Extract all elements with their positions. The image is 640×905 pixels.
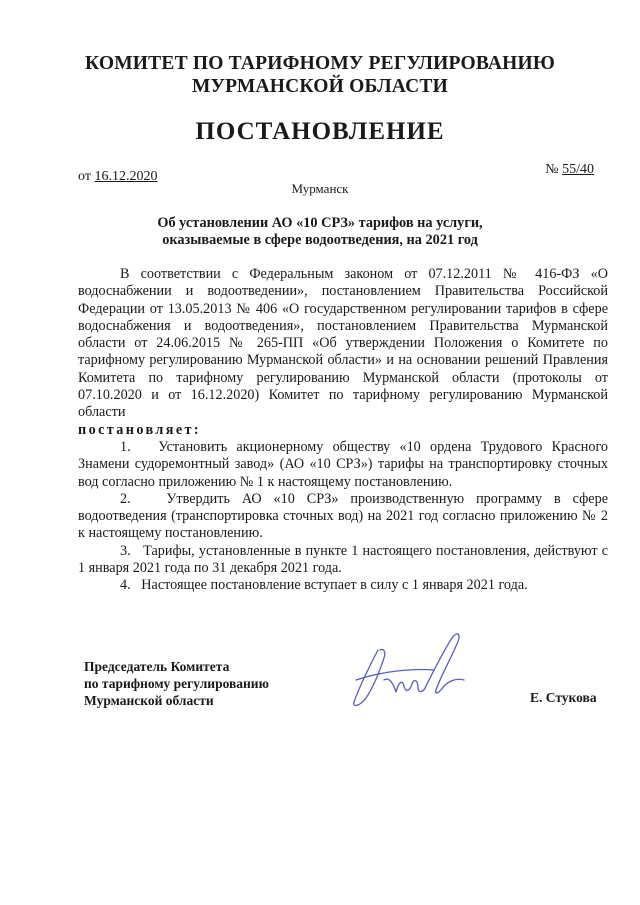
date-prefix: от: [78, 169, 91, 184]
signatory-position-line2: по тарифному регулированию: [84, 676, 269, 691]
document-subject: [120, 215, 520, 249]
resolution-item-2: 2. Утвердить АО «10 СРЗ» производственную программу в сфере водоотведения (транспортировка сточных вод) на 2021 год согласно приложению № 2 к настоящему постановлению.: [78, 490, 608, 542]
document-number: [545, 162, 594, 178]
resolution-item-4: 4. Настоящее постановление вступает в силу с 1 января 2021 года.: [120, 577, 528, 594]
signatory-position-line3: Мурманской области: [84, 693, 214, 708]
resolution-item-3: 3. Тарифы, установленные в пункте 1 настоящего постановления, действуют с 1 января 2021 года по 31 декабря 2021 года.: [78, 542, 608, 577]
signatory-position: [84, 658, 269, 709]
document-type-title: ПОСТАНОВЛЕНИЕ: [195, 118, 445, 145]
document-body: [78, 266, 608, 595]
signature-stroke-1: [354, 649, 385, 705]
signature-stroke-5: [444, 679, 464, 686]
number-value: 55/40: [562, 162, 594, 177]
organization-name-line1: КОМИТЕТ ПО ТАРИФНОМУ РЕГУЛИРОВАНИЮ: [84, 53, 556, 74]
signature-stroke-2: [384, 679, 426, 692]
signature-strokes: [354, 634, 464, 706]
date-value: 16.12.2020: [94, 169, 158, 184]
signatory-position-line1: Председатель Комитета: [84, 659, 230, 674]
subject-line1: Об установлении АО «10 СРЗ» тарифов на услуги,: [157, 215, 483, 231]
resolves-word: постановляет:: [78, 421, 202, 438]
signatory-name: Е. Стукова: [530, 690, 597, 705]
resolution-item-1: 1. Установить акционерному обществу «10 ордена Трудового Красного Знамени судоремонтный завод» (АО «10 СРЗ») тарифы на транспортировку сточных вод согласно приложению № 1 к настоящему постановлению.: [78, 438, 608, 490]
preamble-paragraph: В соответствии с Федеральным законом от 07.12.2011 № 416-ФЗ «О водоснабжении и водоотведении», постановлением Правительства Российской Федерации от 13.05.2013 № 406 «О государственном регулировании тарифов в сфере водоснабжения и водоотведения», постановлением Правительства Мурманской области от 24.06.2015 № 265-ПП «Об утверждении Положения о Комитете по тарифному регулированию Мурманской области» и на основании решений Правления Комитета по тарифному регулированию Мурманской области (протоколы от 07.10.2020 и от 16.12.2020) Комитет по тарифному регулированию Мурманской области: [78, 266, 608, 421]
document-city: Мурманск: [291, 181, 349, 196]
handwritten-signature: [340, 620, 490, 720]
organization-name: [0, 52, 640, 98]
signature-stroke-3: [426, 634, 459, 693]
organization-name-line2: МУРМАНСКОЙ ОБЛАСТИ: [192, 76, 448, 97]
number-prefix: №: [545, 162, 559, 177]
subject-line2: оказываемые в сфере водоотведения, на 2021 год: [162, 232, 478, 248]
